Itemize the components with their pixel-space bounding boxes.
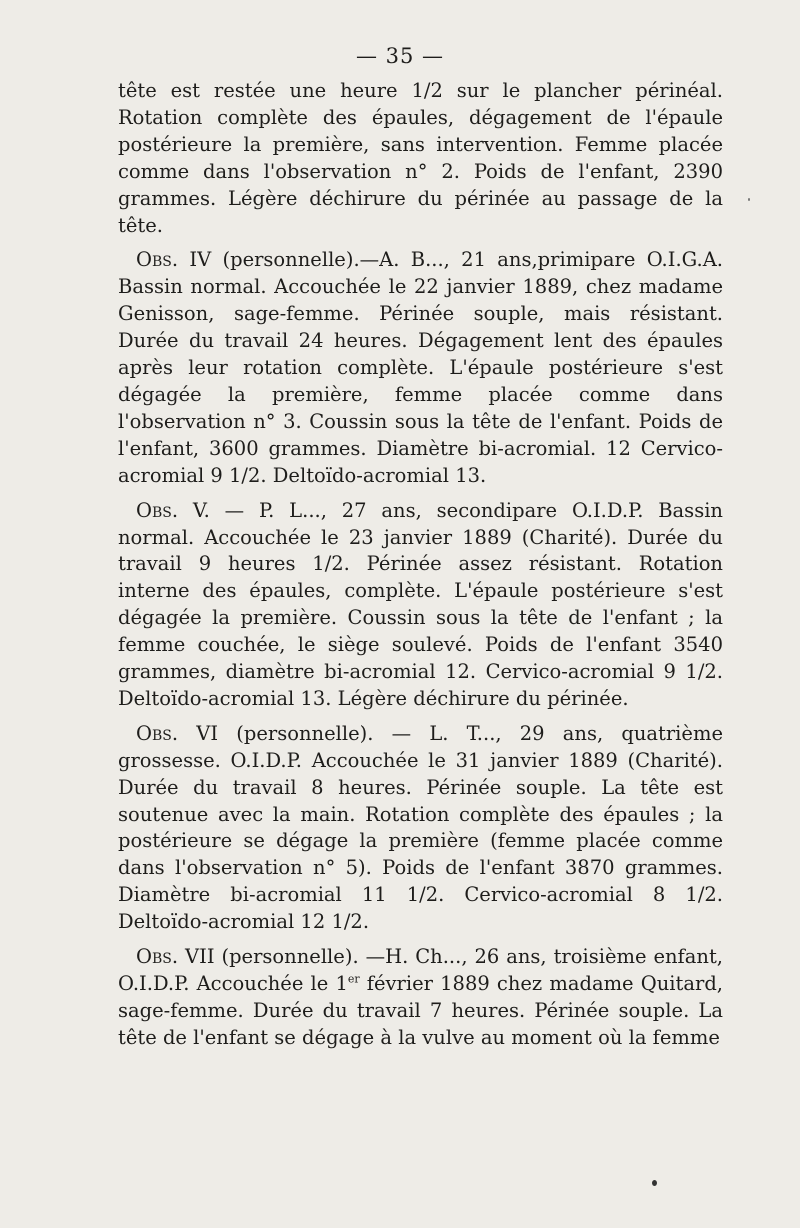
obs-label: Obs. [136, 945, 179, 969]
superscript-ordinal: er [347, 972, 360, 986]
paragraph-text: VI (personnelle). — L. T..., 29 ans, quatrième grossesse. O.I.D.P. Accouchée le 31 janvier 1889 (Charité). Durée du travail 8 heures. Périnée souple. La tête est soutenue avec la main. Rotation complète des épaules ; la postérieure se dégage la première (femme placée comme dans l'observation n° 5). Poids de l'enfant 3870 grammes. Diamètre bi-acromial 11 1/2. Cervico-acromial 8 1/2. Deltoïdo-acromial 12 1/2. [118, 721, 723, 934]
page-number: — 35 — [355, 44, 445, 68]
body-text [118, 78, 723, 1060]
ink-speck [748, 198, 750, 201]
paragraph-text: VII (personnelle). —H. Ch..., 26 ans, troisième enfant, O.I.D.P. Accouchée le 1 [118, 945, 723, 995]
paragraph-text: V. — P. L..., 27 ans, secondipare O.I.D.P. Bassin normal. Accouchée le 23 janvier 1889 (Charité). Durée du travail 9 heures 1/2. Périnée assez résistant. Rotation interne des épaules, complète. L'épaule postérieure s'est dégagée la première. Coussin sous la tête de l'enfant ; la femme couchée, le siège soulevé. Poids de l'enfant 3540 grammes, diamètre bi-acromial 12. Cervico-acromial 9 1/2. Deltoïdo-acromial 13. Légère déchirure du périnée. [118, 498, 723, 710]
paragraph-obs-vi [118, 721, 723, 936]
paragraph-continuation [118, 78, 723, 239]
obs-label: Obs. [136, 721, 179, 745]
ink-speck [652, 1180, 657, 1186]
paragraph-obs-v [118, 498, 723, 713]
obs-label: Obs. [136, 248, 179, 272]
paragraph-text: tête est restée une heure 1/2 sur le plancher périnéal. Rotation complète des épaules, dégagement de l'épaule postérieure la première, sans intervention. Femme placée comme dans l'observation n° 2. Poids de l'enfant, 2390 grammes. Légère déchirure du périnée au passage de la tête. [118, 79, 723, 237]
paragraph-text: IV (personnelle).—A. B..., 21 ans,primipare O.I.G.A. Bassin normal. Accouchée le 22 janvier 1889, chez madame Genisson, sage-femme. Périnée souple, mais résistant. Durée du travail 24 heures. Dégagement lent des épaules après leur rotation complète. L'épaule postérieure s'est dégagée la première, femme placée comme dans l'observation n° 3. Coussin sous la tête de l'enfant. Poids de l'enfant, 3600 grammes. Diamètre bi-acromial. 12 Cervico-acromial 9 1/2. Deltoïdo-acromial 13. [118, 248, 724, 487]
paragraph-obs-iv [118, 247, 723, 489]
paragraph-obs-vii [118, 944, 723, 1052]
paragraph-text: février 1889 chez madame Quitard, sage-femme. Durée du travail 7 heures. Périnée souple. La tête de l'enfant se dégage à la vulve au moment où la femme [118, 972, 723, 1049]
obs-label: Obs. [136, 498, 179, 522]
